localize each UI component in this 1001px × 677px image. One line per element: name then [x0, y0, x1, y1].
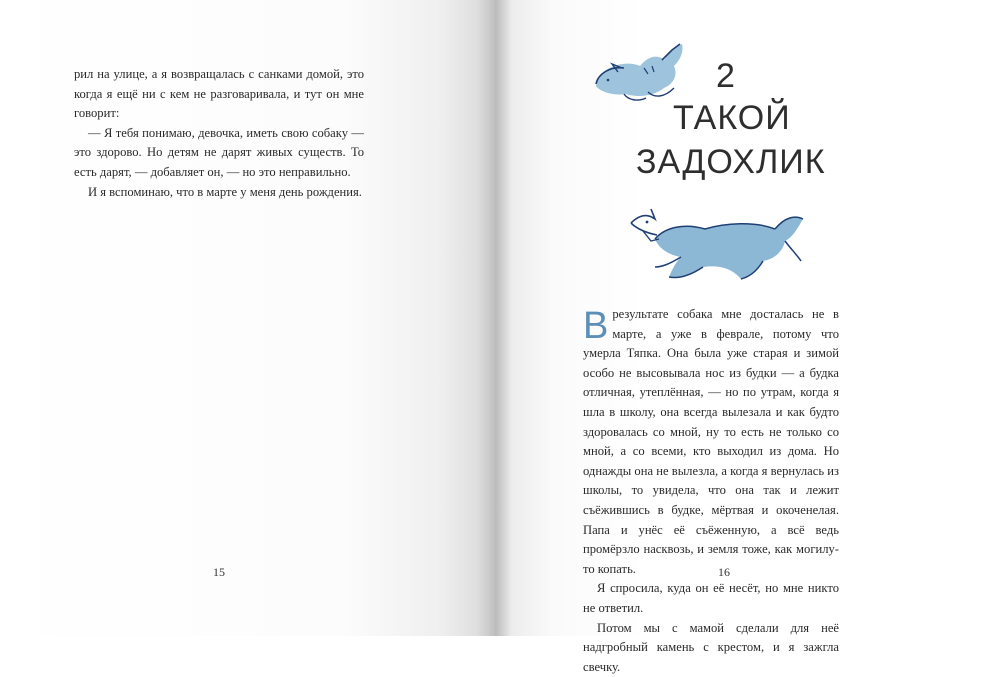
- page-number-left: 15: [213, 565, 225, 580]
- chapter-title-line: ТАКОЙ: [673, 99, 791, 138]
- paragraph: Потом мы с мамой сделали для неё надгробный камень с крестом, и я зажгла свечку.: [583, 619, 839, 677]
- left-page-text: [74, 65, 364, 202]
- paragraph-first: [583, 305, 839, 579]
- paragraph: — Я тебя понимаю, девочка, иметь свою собаку — это здорово. Но детям не дарят живых существ. То есть дарят, — добавляет он, — но это неправильно.: [74, 124, 364, 183]
- chapter-number: 2: [716, 57, 736, 96]
- paragraph: рил на улице, а я возвращалась с санками домой, это когда я ещё ни с кем не разговаривала, и тут он мне говорит:: [74, 65, 364, 124]
- paragraph: Я спросила, куда он её несёт, но мне никто не ответил.: [583, 579, 839, 618]
- paragraph-text: результате собака мне досталась не в марте, а уже в феврале, потому что умерла Тяпка. Она была уже старая и зимой особо не высовывала нос из будки — а будка отличная, утеплённая, — но по утрам, когда я шла в школу, она всегда вылезала и как будто здоровалась со мной, ну то есть не только со мной, а со всеми, кто выходил из дома. Но однажды она не вылезла, а когда я вернулась из школы, то увидела, что она так и лежит съёжившись в будке, мёртвая и окоченелая. Папа и унёс её съёженную, а всё ведь промёрзло насквозь, и земля тоже, как могилу-то копать.: [583, 307, 839, 576]
- paragraph: И я вспоминаю, что в марте у меня день рождения.: [74, 183, 364, 203]
- cat-illustration: [588, 38, 692, 104]
- right-page-text: [583, 305, 839, 677]
- dog-illustration: [625, 205, 810, 285]
- book-gutter: [476, 0, 512, 636]
- chapter-title-line: ЗАДОХЛИК: [636, 143, 826, 182]
- drop-cap: В: [583, 311, 608, 341]
- page-number-right: 16: [718, 565, 730, 580]
